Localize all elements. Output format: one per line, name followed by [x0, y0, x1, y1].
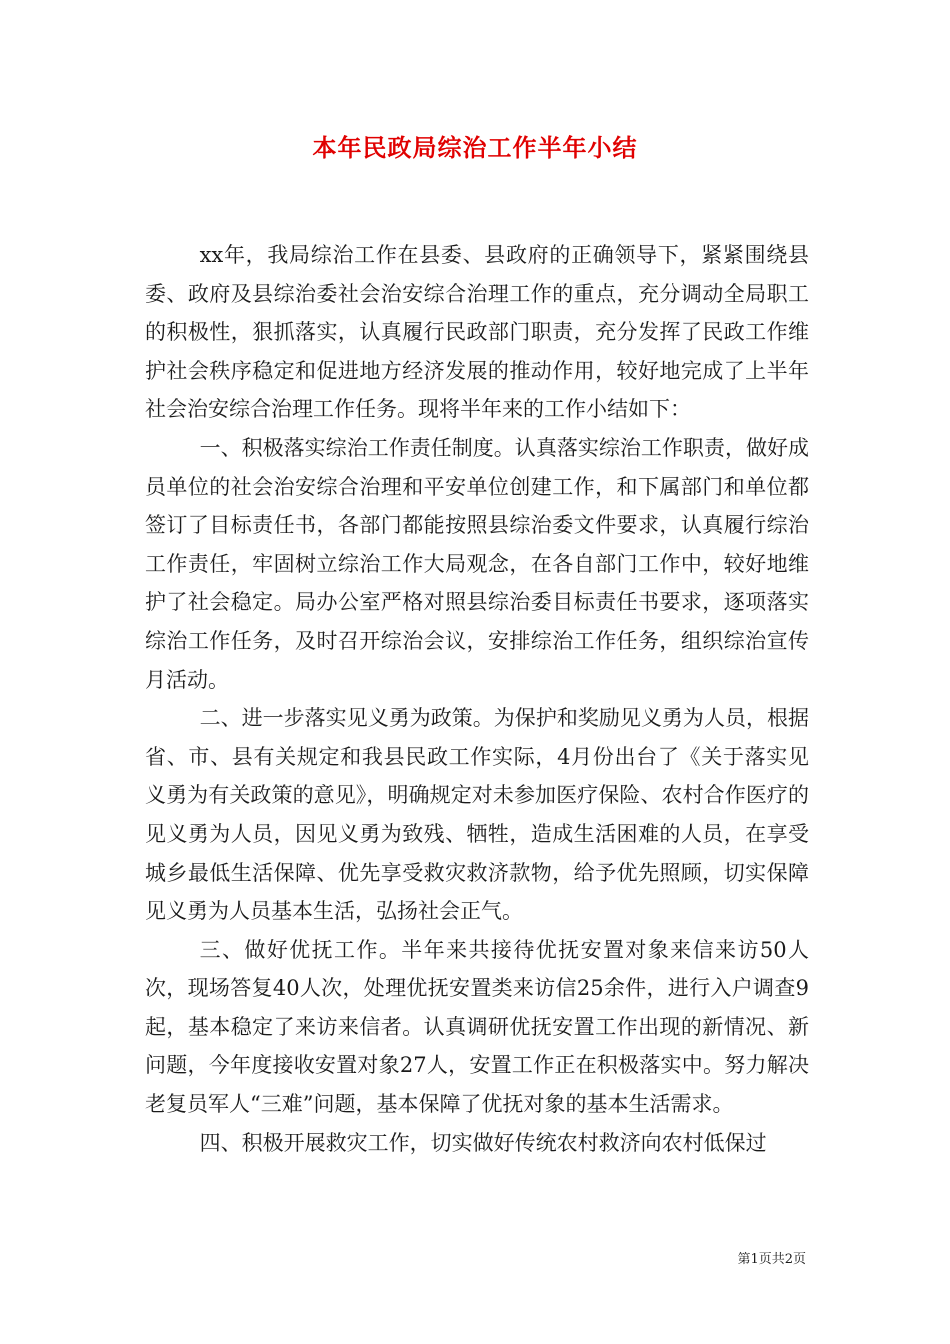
page-number: 第1页共2页 — [737, 1252, 806, 1267]
paragraph-section-2: 二、进一步落实见义勇为政策。为保护和奖励见义勇为人员，根据省、市、县有关规定和我县民政工作实际，4月份出台了《关于落实见义勇为有关政策的意见》，明确规定对未参加医疗保险、农村合作医疗的见义勇为人员，因见义勇为致残、牺牲，造成生活困难的人员，在享受城乡最低生活保障、优先享受救灾救济款物，给予优先照顾，切实保障见义勇为人员基本生活，弘扬社会正气。 — [145, 706, 809, 924]
paragraph-section-3: 三、做好优抚工作。半年来共接待优抚安置对象来信来访50人次，现场答复40人次，处理优抚安置类来访信25余件，进行入户调查9起，基本稳定了来访来信者。认真调研优抚安置工作出现的新情况、新问题，今年度接收安置对象27人，安置工作正在积极落实中。努力解决老复员军人“三难”问题，基本保障了优抚对象的基本生活需求。 — [145, 937, 809, 1117]
paragraph-section-4: 四、积极开展救灾工作，切实做好传统农村救济向农村低保过 — [199, 1130, 767, 1155]
document-body — [145, 236, 809, 1162]
paragraph-intro: xx年，我局综治工作在县委、县政府的正确领导下，紧紧围绕县委、政府及县综治委社会治安综合治理工作的重点，充分调动全局职工的积极性，狠抓落实，认真履行民政部门职责，充分发挥了民政工作维护社会秩序稳定和促进地方经济发展的推动作用，较好地完成了上半年社会治安综合治理工作任务。现将半年来的工作小结如下： — [145, 243, 809, 422]
paragraph-section-1: 一、积极落实综治工作责任制度。认真落实综治工作职责，做好成员单位的社会治安综合治理和平安单位创建工作，和下属部门和单位都签订了目标责任书，各部门都能按照县综治委文件要求，认真履行综治工作责任，牢固树立综治工作大局观念，在各自部门工作中，较好地维护了社会稳定。局办公室严格对照县综治委目标责任书要求，逐项落实综治工作任务，及时召开综治会议，安排综治工作任务，组织综治宣传月活动。 — [145, 435, 809, 692]
document-title: 本年民政局综治工作半年小结 — [312, 133, 638, 162]
